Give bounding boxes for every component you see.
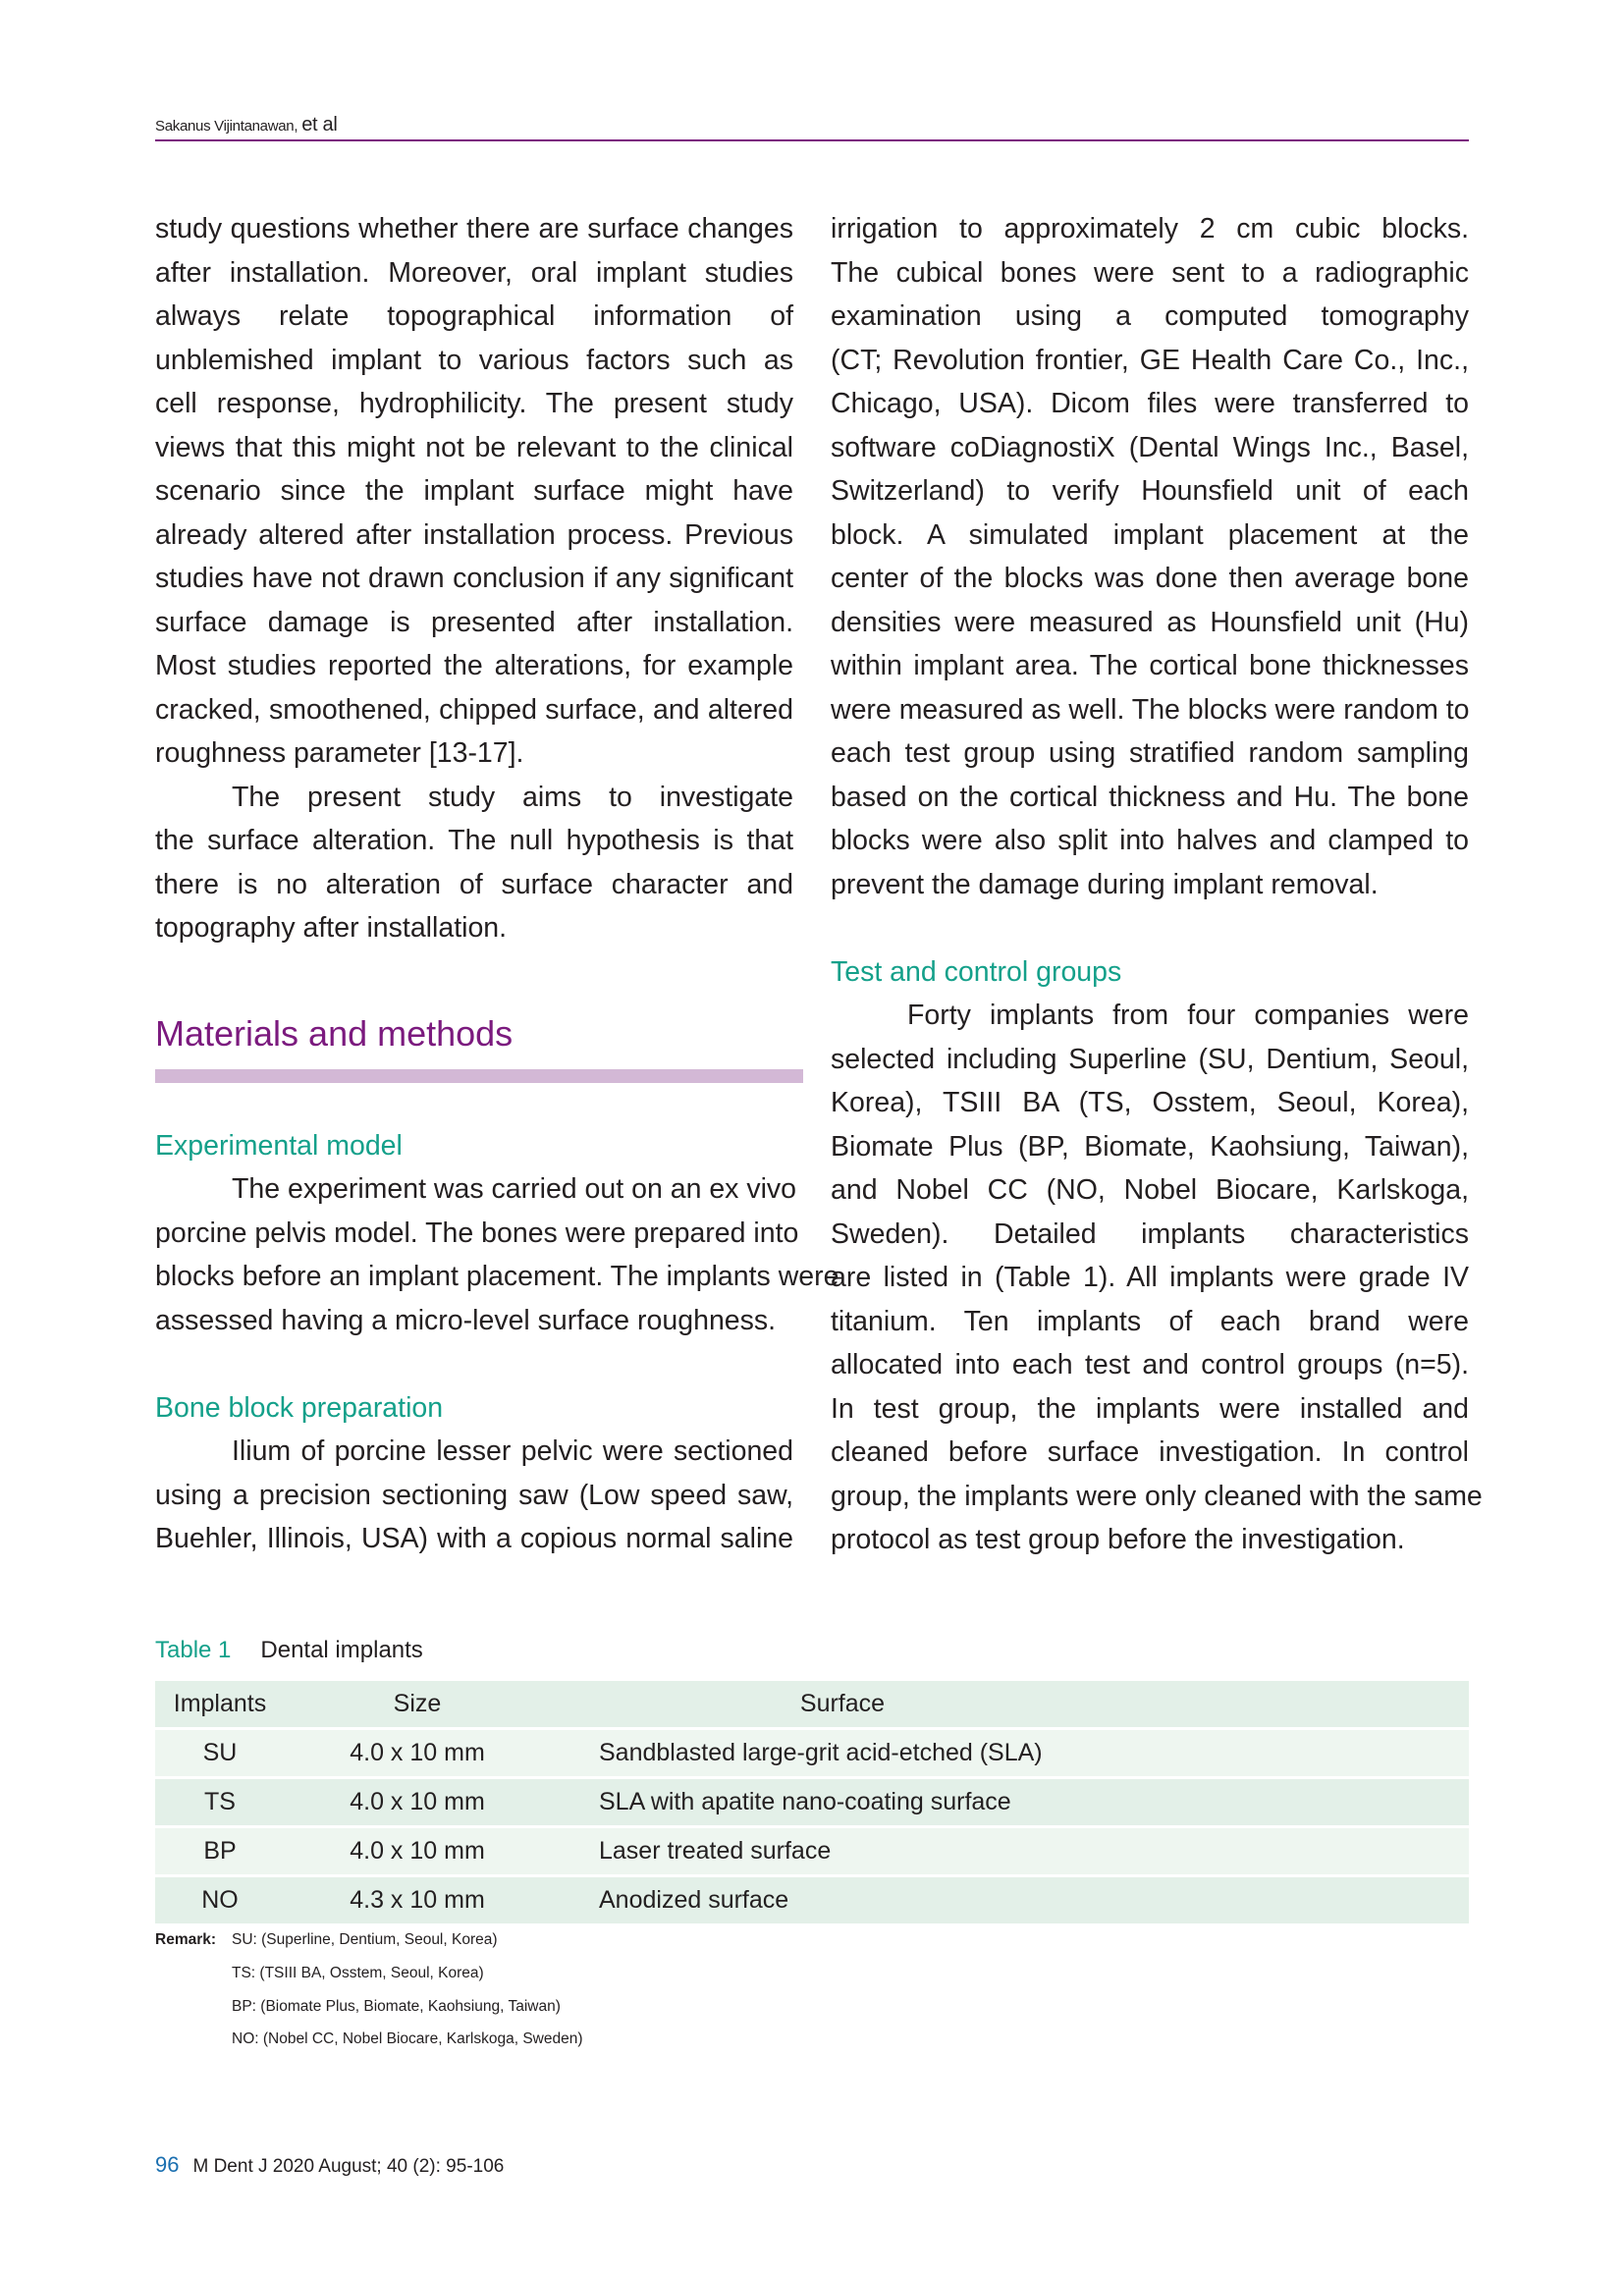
text-line: allocated into each test and control groups (n=5). <box>831 1349 1469 1380</box>
text-line: there is no alteration of surface character and <box>155 868 793 900</box>
text-line: Most studies reported the alterations, for example <box>155 650 793 681</box>
text-line: using a precision sectioning saw (Low speed saw, <box>155 1479 793 1511</box>
text-line: after installation. Moreover, oral implant studies <box>155 256 793 289</box>
header-rule <box>155 139 1469 141</box>
text-line: cleaned before surface investigation. In control <box>831 1436 1469 1468</box>
text-line: study questions whether there are surface changes <box>155 213 793 244</box>
table-remark <box>155 1929 498 1951</box>
text-line: scenario since the implant surface might have <box>155 475 793 507</box>
text-line: blocks before an implant placement. The implants were <box>155 1261 839 1292</box>
running-head <box>155 114 338 136</box>
text-line: block. A simulated implant placement at the <box>831 518 1469 551</box>
text-line: blocks were also split into halves and clamped to <box>831 825 1469 856</box>
text-line: prevent the damage during implant removal. <box>831 868 1379 900</box>
text-line: Forty implants from four companies were <box>907 1000 1469 1031</box>
table-header-row <box>155 1681 1469 1727</box>
remark-line: TS: (TSIII BA, Osstem, Seoul, Korea) <box>232 1965 484 1981</box>
cell-size: 4.0 x 10 mm <box>350 1739 485 1766</box>
cell-surface: Anodized surface <box>599 1886 789 1914</box>
cell-size: 4.3 x 10 mm <box>350 1886 485 1914</box>
text-line: irrigation to approximately 2 cm cubic blocks. <box>831 213 1469 244</box>
text-line: Buehler, Illinois, USA) with a copious normal saline <box>155 1523 793 1554</box>
text-line: within implant area. The cortical bone thicknesses <box>831 650 1469 681</box>
remark-line: NO: (Nobel CC, Nobel Biocare, Karlskoga, Sweden) <box>232 2030 583 2047</box>
table-row <box>155 1779 1469 1825</box>
text-line: always relate topographical information of <box>155 300 793 332</box>
text-line: software coDiagnostiX (Dental Wings Inc., Basel, <box>831 431 1469 463</box>
cell-implant: BP <box>203 1837 237 1865</box>
text-line: The experiment was carried out on an ex vivo <box>232 1173 797 1205</box>
text-line: porcine pelvis model. The bones were prepared into <box>155 1217 799 1249</box>
text-line: Ilium of porcine lesser pelvic were sectioned <box>232 1435 793 1467</box>
text-line: cell response, hydrophilicity. The present study <box>155 388 793 419</box>
text-line: the surface alteration. The null hypothesis is that <box>155 825 793 856</box>
text-line: each test group using stratified random sampling <box>831 737 1469 769</box>
cell-implant: SU <box>202 1739 238 1766</box>
table-title: Dental implants <box>260 1637 423 1663</box>
text-line: already altered after installation process. Previous <box>155 518 793 551</box>
subheading-test-control-groups: Test and control groups <box>831 956 1122 988</box>
page-footer <box>155 2150 504 2182</box>
cell-size: 4.0 x 10 mm <box>350 1788 485 1815</box>
journal-citation: M Dent J 2020 August; 40 (2): 95-106 <box>192 2156 505 2177</box>
dental-implants-table <box>155 1681 1469 1926</box>
column-header-surface: Surface <box>799 1690 886 1717</box>
table-row <box>155 1730 1469 1776</box>
text-line: Switzerland) to verify Hounsfield unit of each <box>831 475 1469 507</box>
cell-implant: NO <box>201 1886 239 1914</box>
text-line: The present study aims to investigate <box>232 781 793 813</box>
text-line: unblemished implant to various factors such as <box>155 344 793 376</box>
text-line: (CT; Revolution frontier, GE Health Care Co., Inc., <box>831 344 1469 376</box>
remark-label: Remark: <box>155 1931 217 1948</box>
text-line: surface damage is presented after installation. <box>155 606 793 638</box>
section-title-materials-methods: Materials and methods <box>155 1013 514 1054</box>
text-line: based on the cortical thickness and Hu. The bone <box>831 781 1469 813</box>
cell-surface: Sandblasted large-grit acid-etched (SLA) <box>599 1739 1043 1766</box>
text-line: In test group, the implants were installed and <box>831 1392 1469 1425</box>
text-line: densities were measured as Hounsfield unit (Hu) <box>831 606 1469 638</box>
text-line: roughness parameter [13-17]. <box>155 737 524 769</box>
remark-line: BP: (Biomate Plus, Biomate, Kaohsiung, Taiwan) <box>232 1998 561 2015</box>
text-line: views that this might not be relevant to the clinical <box>155 431 793 463</box>
text-line: Korea), TSIII BA (TS, Osstem, Seoul, Korea), <box>831 1087 1469 1118</box>
text-line: Biomate Plus (BP, Biomate, Kaohsiung, Taiwan), <box>831 1130 1469 1163</box>
table-caption <box>155 1635 423 1666</box>
text-line: and Nobel CC (NO, Nobel Biocare, Karlskoga, <box>831 1174 1469 1206</box>
text-line: studies have not drawn conclusion if any significant <box>155 563 793 594</box>
column-header-size: Size <box>393 1690 442 1717</box>
text-line: center of the blocks was done then average bone <box>831 563 1469 594</box>
text-line: Sweden). Detailed implants characteristics <box>831 1218 1469 1250</box>
running-head-etal: et al <box>301 114 338 135</box>
cell-surface: SLA with apatite nano-coating surface <box>599 1788 1011 1815</box>
remark-line: SU: (Superline, Dentium, Seoul, Korea) <box>232 1931 498 1948</box>
running-head-author: Sakanus Vijintanawan, <box>155 118 298 135</box>
text-line: cracked, smoothened, chipped surface, and altered <box>155 693 793 726</box>
cell-surface: Laser treated surface <box>599 1837 832 1865</box>
text-line: protocol as test group before the investigation. <box>831 1524 1405 1555</box>
text-line: The cubical bones were sent to a radiographic <box>831 256 1469 289</box>
table-number: Table 1 <box>155 1637 232 1663</box>
cell-size: 4.0 x 10 mm <box>350 1837 485 1865</box>
table-row <box>155 1828 1469 1874</box>
text-line: selected including Superline (SU, Dentium, Seoul, <box>831 1043 1469 1075</box>
section-title-bar <box>155 1069 803 1083</box>
text-line: titanium. Ten implants of each brand were <box>831 1305 1469 1337</box>
text-line: are listed in (Table 1). All implants were grade IV <box>831 1262 1469 1293</box>
page-number: 96 <box>155 2152 180 2177</box>
subheading-bone-block-preparation: Bone block preparation <box>155 1392 444 1424</box>
table-row <box>155 1877 1469 1923</box>
text-line: assessed having a micro-level surface roughness. <box>155 1304 777 1336</box>
text-line: topography after installation. <box>155 912 508 944</box>
subheading-experimental-model: Experimental model <box>155 1130 403 1162</box>
text-line: examination using a computed tomography <box>831 300 1469 332</box>
cell-implant: TS <box>204 1788 236 1815</box>
column-header-implants: Implants <box>173 1690 267 1717</box>
text-line: Chicago, USA). Dicom files were transferred to <box>831 388 1469 419</box>
text-line: were measured as well. The blocks were random to <box>831 693 1470 726</box>
text-line: group, the implants were only cleaned with the same <box>831 1480 1483 1512</box>
